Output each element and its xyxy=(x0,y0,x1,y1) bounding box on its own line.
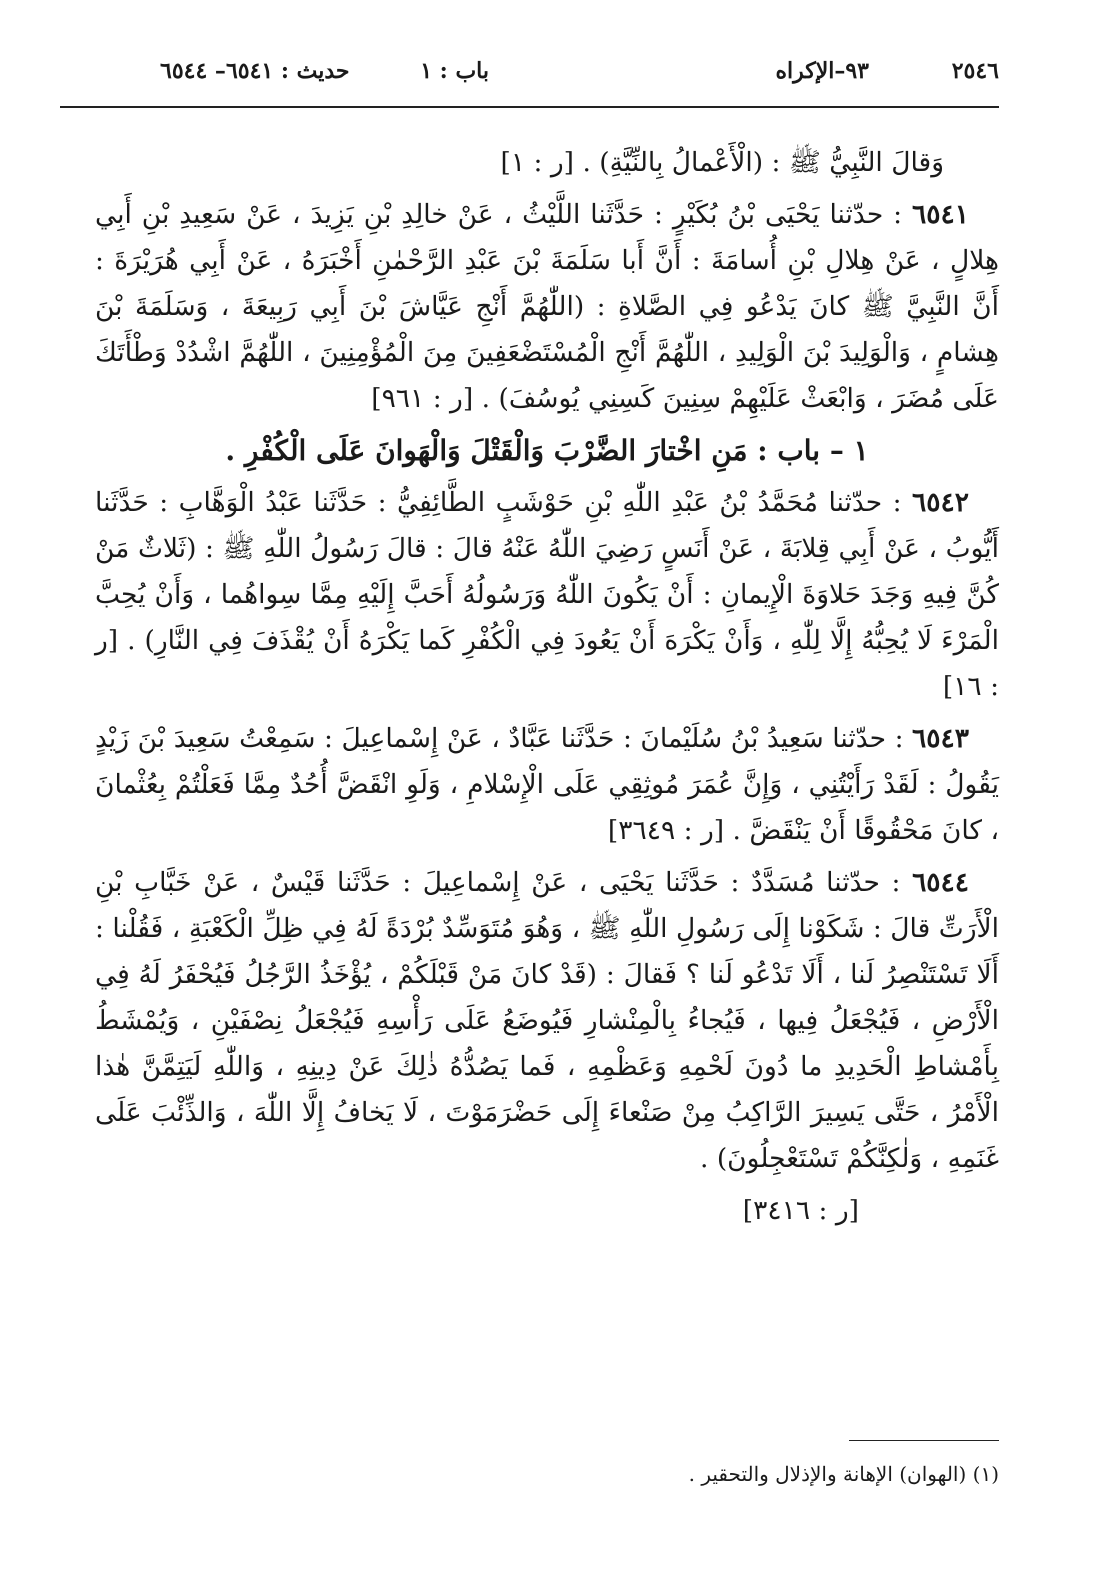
header-divider xyxy=(60,106,999,108)
hadith-reference: [ر : ٣٤١٦] xyxy=(742,1195,859,1226)
footnote xyxy=(689,1462,999,1486)
hadith-range: حديث : ٦٥٤١– ٦٥٤٤ xyxy=(160,58,350,84)
hadith-paragraph xyxy=(95,716,999,854)
hadith-text: : حدّثنا سَعِيدُ بْنُ سُلَيْمانَ : حَدَّثَنا عَبَّادٌ ، عَنْ إِسْماعِيلَ : سَمِعْتُ سَعِيدَ بْنَ زَيْدٍ يَقُولُ : لَقَدْ رَأَيْتُنِي ، وَإِنَّ عُمَرَ مُوثِقِي عَلَى الْإِسْلامِ ، وَلَوِ انْقَضَّ أُحُدٌ مِمَّا فَعَلْتُمْ بِعُثْمانَ ، كانَ مَحْقُوقًا أَنْ يَنْقَضَّ . xyxy=(95,723,999,846)
hadith-reference: [ر : ١٦] xyxy=(95,625,999,702)
main-text xyxy=(95,140,999,1240)
hadith-reference: [ر : ٣٦٤٩] xyxy=(607,815,725,846)
chapter-heading xyxy=(95,428,999,474)
hadith-text: : حدّثنا مُحَمَّدُ بْنُ عَبْدِ اللّٰهِ بْنِ حَوْشَبٍ الطَّائِفِيُّ : حَدَّثَنا عَبْدُ الْوَهَّابِ : حَدَّثَنا أَيُّوبُ ، عَنْ أَبِي قِلابَةَ ، عَنْ أَنَسٍ رَضِيَ اللّٰهُ عَنْهُ قالَ : قالَ رَسُولُ اللّٰهِ ﷺ : (ثَلاثٌ مَنْ كُنَّ فِيهِ وَجَدَ حَلاوَةَ الْإِيمانِ : أَنْ يَكُونَ اللّٰهُ وَرَسُولُهُ أَحَبَّ إِلَيْهِ مِمَّا سِواهُما ، وَأَنْ يُحِبَّ الْمَرْءَ لَا يُحِبُّهُ إِلَّا لِلّٰهِ ، وَأَنْ يَكْرَهَ أَنْ يَعُودَ فِي الْكُفْرِ كَما يَكْرَهُ أَنْ يُقْذَفَ فِي النَّارِ) . xyxy=(95,487,999,656)
hadith-number: ٦٥٤٢ xyxy=(912,487,969,518)
hadith-reference: [ر : ٩٦١] xyxy=(371,383,474,414)
page-number: ٢٥٤٦ xyxy=(951,58,999,84)
hadith-paragraph xyxy=(95,192,999,422)
hadith-number: ٦٥٤٤ xyxy=(912,867,969,898)
chapter-title: ١ – باب : مَنِ اخْتارَ الضَّرْبَ وَالْقَتْلَ وَالْهَوانَ عَلَى الْكُفْرِ . xyxy=(225,434,869,467)
chapter-label: باب : ١ xyxy=(420,58,489,84)
hadith-number: ٦٥٤١ xyxy=(912,199,969,230)
running-header xyxy=(60,58,999,98)
hadith-reference-line xyxy=(95,1188,999,1234)
hadith-number: ٦٥٤٣ xyxy=(912,723,969,754)
hadith-paragraph xyxy=(95,860,999,1182)
hadith-text: : حدّثنا مُسَدَّدٌ : حَدَّثَنا يَحْيَى ، عَنْ إِسْماعِيلَ : حَدَّثَنا قَيْسٌ ، عَنْ خَبَّابِ بْنِ الْأَرَتِّ قالَ : شَكَوْنا إِلَى رَسُولِ اللّٰهِ ﷺ ، وَهُوَ مُتَوَسِّدٌ بُرْدَةً لَهُ فِي ظِلِّ الْكَعْبَةِ ، فَقُلْنا : أَلَا تَسْتَنْصِرُ لَنا ، أَلَا تَدْعُو لَنا ؟ فَقالَ : (قَدْ كانَ مَنْ قَبْلَكُمْ ، يُؤْخَذُ الرَّجُلُ فَيُحْفَرُ لَهُ فِي الْأَرْضِ ، فَيُجْعَلُ فِيها ، فَيُجاءُ بِالْمِنْشارِ فَيُوضَعُ عَلَى رَأْسِهِ فَيُجْعَلُ نِصْفَيْنِ ، وَيُمْشَطُ بِأَمْشاطِ الْحَدِيدِ ما دُونَ لَحْمِهِ وَعَظْمِهِ ، فَما يَصُدُّهُ ذٰلِكَ عَنْ دِينِهِ ، وَاللّٰهِ لَيَتِمَّنَّ هٰذا الْأَمْرُ ، حَتَّى يَسِيرَ الرَّاكِبُ مِنْ صَنْعاءَ إِلَى حَضْرَمَوْتَ ، لَا يَخافُ إِلَّا اللّٰهَ ، وَالذِّئْبَ عَلَى غَنَمِهِ ، وَلٰكِنَّكُمْ تَسْتَعْجِلُونَ) . xyxy=(95,867,1000,1174)
intro-paragraph xyxy=(95,140,999,186)
intro-text: وَقالَ النَّبِيُّ ﷺ : (الْأَعْمالُ بِالنِّيَّةِ) . [ر : ١] xyxy=(500,147,944,178)
footnote-divider xyxy=(849,1440,999,1441)
hadith-text: : حدّثنا يَحْيَى بْنُ بُكَيْرٍ : حَدَّثَنا اللَّيْثُ ، عَنْ خالِدِ بْنِ يَزِيدَ ، عَنْ سَعِيدِ بْنِ أَبِي هِلالٍ ، عَنْ هِلالِ بْنِ أُسامَةَ : أَنَّ أَبا سَلَمَةَ بْنَ عَبْدِ الرَّحْمٰنِ أَخْبَرَهُ ، عَنْ أَبِي هُرَيْرَةَ : أَنَّ النَّبِيَّ ﷺ كانَ يَدْعُو فِي الصَّلاةِ : (اللّٰهُمَّ أَنْجِ عَيَّاشَ بْنَ أَبِي رَبِيعَةَ ، وَسَلَمَةَ بْنَ هِشامٍ ، وَالْوَلِيدَ بْنَ الْوَلِيدِ ، اللّٰهُمَّ أَنْجِ الْمُسْتَضْعَفِينَ مِنَ الْمُؤْمِنِينَ ، اللّٰهُمَّ اشْدُدْ وَطْأَتَكَ عَلَى مُضَرَ ، وَابْعَثْ عَلَيْهِمْ سِنِينَ كَسِنِي يُوسُفَ) . xyxy=(95,199,999,414)
hadith-paragraph xyxy=(95,480,999,710)
footnote-text: (١) (الهوان) الإهانة والإذلال والتحقير . xyxy=(688,1462,999,1486)
book-title: ٩٣–الإكراه xyxy=(775,58,869,84)
